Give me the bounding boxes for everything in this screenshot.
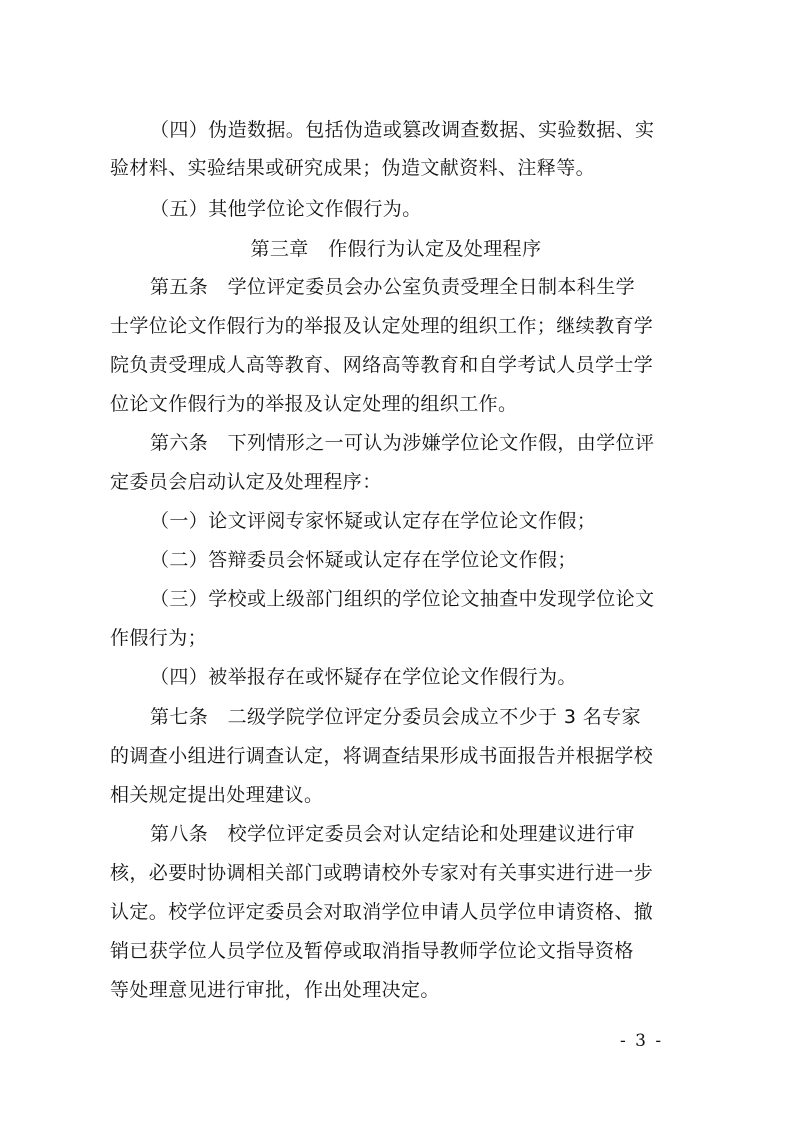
paragraph-line-2: 验材料、实验结果或研究成果；伪造文献资料、注释等。 xyxy=(110,157,596,179)
paragraph-line-21: 认定。校学位评定委员会对取消学位申请人员学位申请资格、撤 xyxy=(110,901,654,923)
paragraph-line-19: 第八条 校学位评定委员会对认定结论和处理建议进行审 xyxy=(150,823,636,845)
page-number: - 3 - xyxy=(620,1031,664,1051)
paragraph-line-22: 销已获学位人员学位及暂停或取消指导教师学位论文指导资格 xyxy=(110,940,634,962)
paragraph-line-11: （一）论文评阅专家怀疑或认定存在学位论文作假； xyxy=(150,510,597,532)
paragraph-line-5: 第五条 学位评定委员会办公室负责受理全日制本科生学 xyxy=(150,276,636,298)
paragraph-line-13: （三）学校或上级部门组织的学位论文抽查中发现学位论文 xyxy=(150,588,655,610)
paragraph-line-6: 士学位论文作假行为的举报及认定处理的组织工作；继续教育学 xyxy=(110,315,654,337)
paragraph-line-23: 等处理意见进行审批，作出处理决定。 xyxy=(110,979,440,1001)
paragraph-line-20: 核，必要时协调相关部门或聘请校外专家对有关事实进行进一步 xyxy=(110,862,654,884)
paragraph-line-12: （二）答辩委员会怀疑或认定存在学位论文作假； xyxy=(150,549,577,571)
paragraph-line-10: 定委员会启动认定及处理程序： xyxy=(110,471,382,493)
paragraph-line-9: 第六条 下列情形之一可认为涉嫌学位论文作假，由学位评 xyxy=(150,432,655,454)
chapter-heading: 第三章 作假行为认定及处理程序 xyxy=(250,238,542,260)
paragraph-line-18: 相关规定提出处理建议。 xyxy=(110,784,324,806)
paragraph-line-14: 作假行为； xyxy=(110,627,208,649)
paragraph-line-8: 位论文作假行为的举报及认定处理的组织工作。 xyxy=(110,393,518,415)
paragraph-line-7: 院负责受理成人高等教育、网络高等教育和自学考试人员学士学 xyxy=(110,354,654,376)
paragraph-line-3: （五）其他学位论文作假行为。 xyxy=(150,198,422,220)
paragraph-line-1: （四）伪造数据。包括伪造或篡改调查数据、实验数据、实 xyxy=(150,119,655,141)
paragraph-line-16: 第七条 二级学院学位评定分委员会成立不少于 3 名专家 xyxy=(150,706,641,728)
paragraph-line-15: （四）被举报存在或怀疑存在学位论文作假行为。 xyxy=(150,666,577,688)
paragraph-line-17: 的调查小组进行调查认定，将调查结果形成书面报告并根据学校 xyxy=(110,745,654,767)
